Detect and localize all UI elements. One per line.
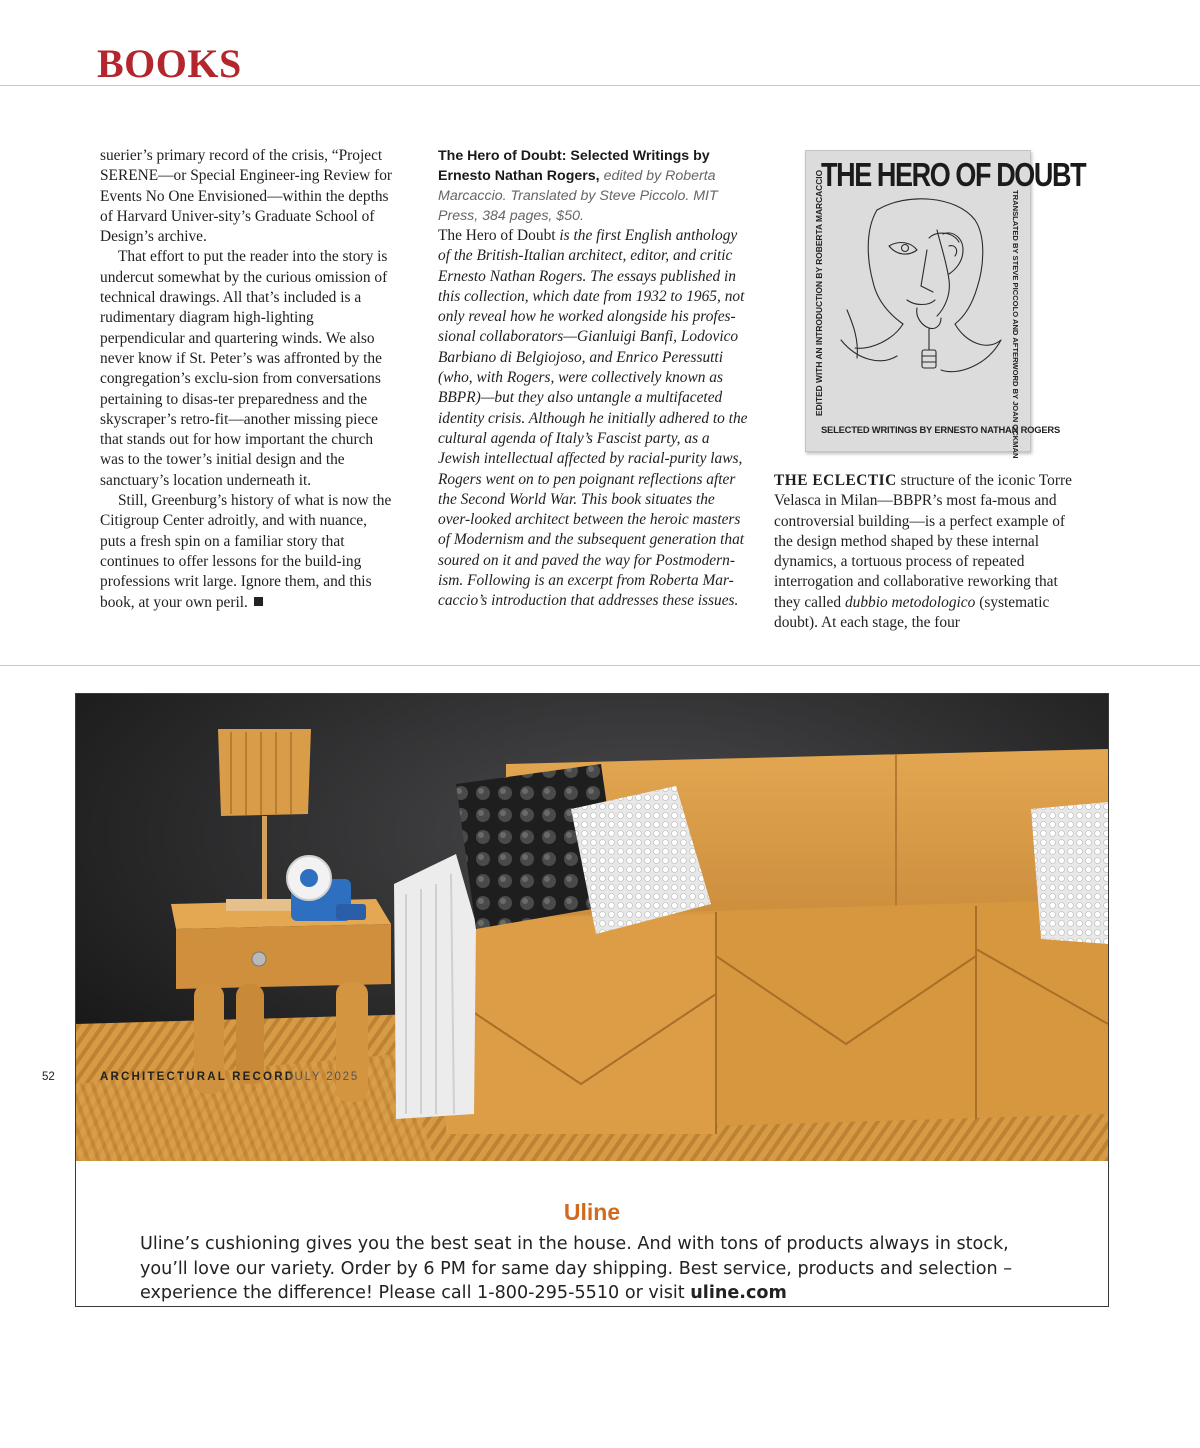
ad-brand-name: Uline [563, 1199, 621, 1225]
book-credit [438, 146, 748, 226]
header-rule [0, 85, 1200, 86]
intro-book-title: The Hero of Doubt [438, 227, 556, 244]
paragraph: suerier’s primary record of the crisis, “Project SERENE—or Special Engineer-ing Review for Events No One Envisioned—within the depths of Harvard Univer-sity’s Graduate School of Design’s archive. [100, 147, 393, 246]
ad-separator-rule [0, 665, 1200, 666]
ad-photo-cardboard-living-room [76, 694, 1108, 1161]
ad-copy [140, 1232, 1040, 1306]
section-title: BOOKS [97, 41, 242, 86]
paragraph [100, 491, 396, 613]
page-number: 52 [42, 1071, 55, 1083]
paragraph-text: (systematic doubt). At each stage, the four [774, 593, 1050, 632]
paragraph [774, 471, 1084, 633]
cover-spine-left: EDITED WITH AN INTRODUCTION BY ROBERTA MARCACCIO [814, 169, 824, 416]
end-mark [254, 597, 263, 606]
ad-copy-text: Uline’s cushioning gives you the best seat in the house. And with tons of products always in stock, you’ll love our variety. Order by 6 PM for same day shipping. Best service, products and selection – experience the difference! Please call 1-800-295-5510 or visit [140, 1234, 1013, 1303]
intro-text: is the first English anthology of the British-Italian architect, editor, and critic Ernesto Nathan Rogers. The essays published in this collection, which date from 1932 to 1965, not only reveal how he worked alongside his profes-sional collaborators—Gianluigi Banfi, Lodovico Barbiano di Belgiojoso, and Enrico Peressutti (who, with Rogers, were collectively known as BBPR)—but they also untangle a multifaceted identity crisis. Although he initially adhered to the cultural agenda of Italy’s Fascist party, as a Jewish intellectual affected by racial-purity laws, Rogers went on to pen poignant reflections after the Second World War. This book situates the over-looked architect between the heroic masters of Modernism and the subsequent generation that soured on it and paved the way for Postmodern-ism. Following is an excerpt from Roberta Mar-caccio’s introduction that addresses these issues. [438, 227, 748, 610]
article-column-middle [438, 146, 748, 612]
cover-title: THE HERO OF DOUBT [821, 156, 1086, 194]
cover-spine-right: TRANSLATED BY STEVE PICCOLO AND AFTERWORD BY JOAN OCKMAN [1011, 190, 1020, 459]
book-title: The Hero of Doubt: Selected Writings by Ernesto Nathan Rogers, [438, 148, 710, 184]
italic-term: dubbio metodologico [844, 593, 976, 611]
magazine-name: ARCHITECTURAL RECORD [100, 1071, 296, 1083]
book-details: edited by Roberta Marcaccio. Translated by Steve Piccolo. MIT Press, 384 pages, $50. [438, 168, 718, 224]
ad-url-link[interactable]: uline.com [690, 1283, 787, 1303]
paragraph: That effort to put the reader into the story is undercut somewhat by the curious omission of technical drawings. All that’s included is a rudimentary diagram high-lighting perpendicular and quartering winds. We also never know if St. Peter’s was affronted by the congregation’s exclu-sion from conversations pertaining to disas-ter preparedness and the skyscraper’s retro-fit—another missing piece that stands out for how important the church was to the tower’s initial design and the sanctuary’s location underneath it. [100, 248, 388, 489]
intro-paragraph [438, 226, 748, 612]
lead-in: THE ECLECTIC [774, 472, 897, 489]
paragraph-text: Still, Greenburg’s history of what is now the Citigroup Center adroitly, and with nuance, puts a fresh spin on a familiar story that continues to offer lessons for the build-ing professions writ large. Ignore them, and this book, at your own peril. [100, 492, 392, 611]
paragraph-text: structure of the iconic Torre Velasca in Milan—BBPR’s most fa-mous and controversial building—is a perfect example of the design method shaped by these internal dynamics, a tortuous process of repeated interrogation and collaborative reworking that they called [774, 472, 1072, 611]
book-cover [805, 150, 1086, 459]
face-line-drawing [837, 190, 1005, 420]
article-column-right [774, 471, 1084, 633]
article-column-left [100, 146, 396, 613]
issue-date: JULY 2025 [287, 1071, 360, 1083]
cover-subtitle: SELECTED WRITINGS BY ERNESTO NATHAN ROGERS [821, 424, 1061, 435]
uline-advertisement [75, 693, 1109, 1307]
